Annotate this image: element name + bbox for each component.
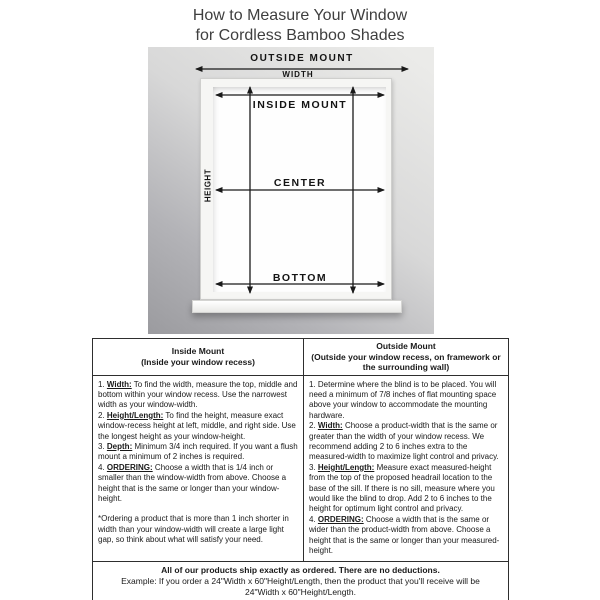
- page-title-line2: for Cordless Bamboo Shades: [195, 27, 405, 44]
- bottom-label: BOTTOM: [272, 272, 328, 284]
- outside-mount-label: OUTSIDE MOUNT: [250, 53, 354, 64]
- page-title-line1: How to Measure Your Window: [192, 7, 408, 24]
- list-item: 4. ORDERING: Choose a width that is the same or wider than the product-width from above. Choose a height that is the same or longer than your measured-height.: [309, 514, 500, 555]
- table-header-row: [93, 339, 508, 376]
- measuring-table: [92, 338, 509, 600]
- list-item: 2. Width: Choose a product-width that is the same or greater than the width of your window recess. We recommend adding 2 to 6 inches extra to the measured-width to maximize light control and privacy.: [309, 421, 499, 462]
- measurement-arrows: [148, 47, 434, 334]
- inside-mount-instructions: [93, 376, 303, 562]
- outside-mount-instructions: [303, 376, 508, 562]
- outside-mount-header-title: Outside Mount: [376, 341, 436, 351]
- inside-mount-label: INSIDE MOUNT: [252, 99, 348, 111]
- list-item: 3. Height/Length: Measure exact measured-height from the top of the proposed headrail location to the base of the sill. If there is no sill, measure where you would like the blind to drop. Add 2 to 6 inches to the height for optimum light control and privacy.: [309, 462, 495, 514]
- shipping-note-example: Example: If you order a 24"Width x 60"Height/Length, then the product that you'll receive will be 24"Width x 60"Height/Length.: [121, 576, 480, 597]
- light-gap-note: *Ordering a product that is more than 1 inch shorter in width than your window-width will create a large light gap, so think about what will satisfy your need.: [98, 514, 289, 545]
- window-photo: [148, 47, 434, 334]
- outside-mount-header: [303, 339, 508, 376]
- center-label: CENTER: [273, 177, 327, 189]
- page-title: [0, 6, 600, 46]
- inside-mount-header: [93, 339, 303, 376]
- inside-mount-header-subtitle: (Inside your window recess): [141, 356, 255, 367]
- table-body-row: [93, 376, 508, 562]
- width-label: WIDTH: [282, 70, 314, 79]
- list-item: 1. Width: To find the width, measure the top, middle and bottom within your window recess. Use the narrowest width as your window-width.: [98, 379, 298, 410]
- outside-mount-header-subtitle: (Outside your window recess, on framework or the surrounding wall): [311, 351, 501, 372]
- list-item: 2. Height/Length: To find the height, measure exact window-recess height at left, middle, and right side. Use the longest height as your window-height.: [98, 410, 296, 441]
- list-item: 1. Determine where the blind is to be placed. You will need a minimum of 7/8 inches of flat mounting space above your window to accommodate the mounting hardware.: [309, 379, 497, 420]
- height-label: HEIGHT: [203, 168, 213, 203]
- list-item: 4. ORDERING: Choose a width that is 1/4 inch or smaller than the window-width from above. Choose a height that is the same or longer than your window-height.: [98, 462, 287, 503]
- shipping-note-bold: All of our products ship exactly as ordered. There are no deductions.: [161, 565, 440, 576]
- list-item: 3. Depth: Minimum 3/4 inch required. If you want a flush mount a minimum of 2 inches is required.: [98, 441, 298, 462]
- inside-mount-header-title: Inside Mount: [171, 346, 225, 357]
- shipping-note: [93, 561, 508, 600]
